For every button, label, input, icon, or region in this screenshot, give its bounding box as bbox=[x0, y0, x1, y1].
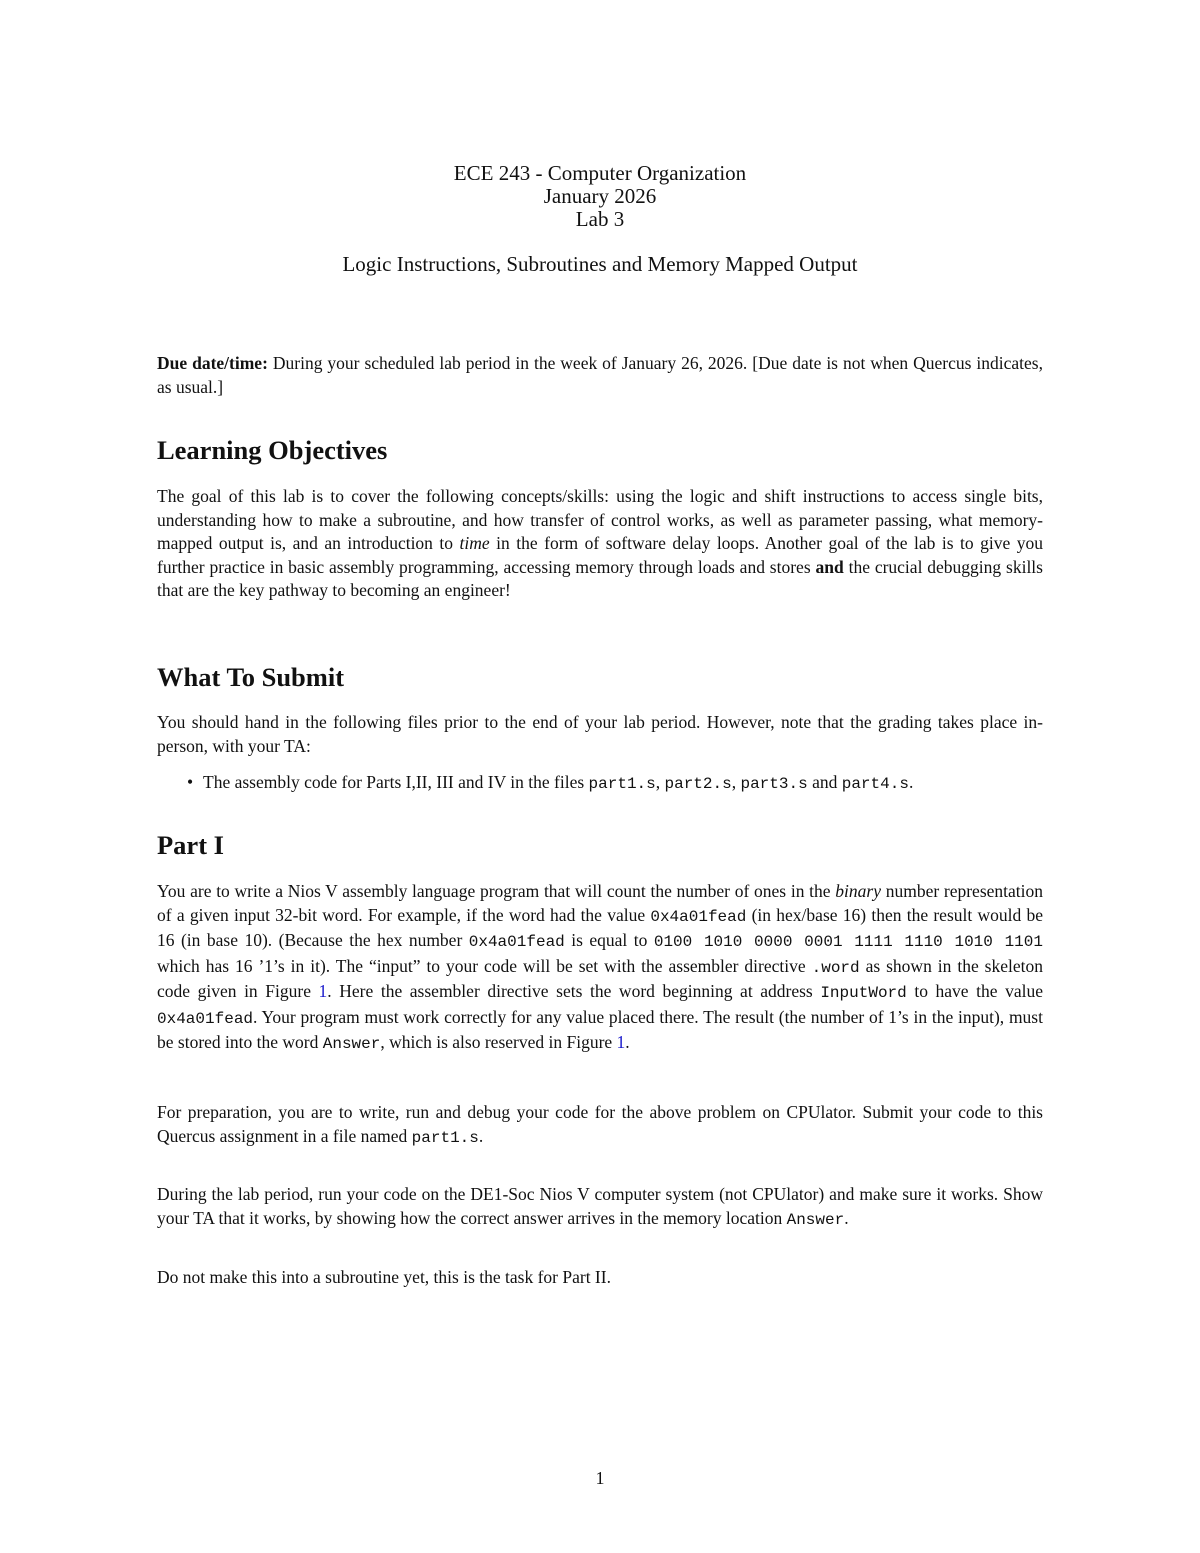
learning-objectives-paragraph bbox=[157, 485, 1043, 603]
learning-text-1: The goal of this lab is to cover the following concepts/skills: using the logic and shift instructions to access single bits, understanding how to make a subroutine, and how transfer of control works, as well as parameter passing, what memory-mapped output is, and an introduction to bbox=[157, 486, 1043, 553]
learning-objectives-heading: Learning Objectives bbox=[157, 435, 388, 465]
page-number: 1 bbox=[595, 1468, 605, 1488]
part1-paragraph-2 bbox=[157, 1101, 1043, 1150]
binary-value: 0100 1010 0000 0001 1111 1110 1010 1101 bbox=[653, 933, 1043, 951]
bullet-text: The assembly code for Parts I,II, III and IV in the files bbox=[203, 772, 589, 792]
period: . bbox=[844, 1207, 849, 1228]
answer-label: Answer bbox=[786, 1210, 845, 1229]
lab-number: Lab 3 bbox=[575, 207, 625, 231]
part1-text: as shown in the skeleton code given in Figure bbox=[157, 955, 1043, 1001]
binary-word: binary bbox=[835, 881, 881, 901]
inputword-label: InputWord bbox=[820, 984, 907, 1002]
part1-text: number representation of a given input 32-bit word. For example, if the word had the value bbox=[157, 881, 1044, 925]
part1-text: to have the value bbox=[906, 981, 1043, 1001]
part1-text: . Here the assembler directive sets the word beginning at address bbox=[327, 981, 821, 1001]
part1-text: (in hex/base 16) then the result would be 16 (in base 10). (Because the hex number bbox=[157, 904, 1043, 950]
hex-value: 0x4a01fead bbox=[650, 907, 747, 926]
due-date-label: Due date/time: bbox=[157, 353, 268, 373]
term-date: January 2026 bbox=[543, 184, 657, 208]
part1-paragraph-1 bbox=[157, 880, 1043, 1057]
file-part4: part4.s bbox=[841, 775, 909, 793]
answer-label: Answer bbox=[322, 1035, 381, 1053]
learning-text-2: in the form of software delay loops. Another goal of the lab is to give you further practice in basic assembly programming, accessing memory through loads and stores bbox=[157, 533, 1044, 577]
file-part1: part1.s bbox=[588, 775, 656, 793]
part1-text: . Your program must work correctly for any value placed there. The result (the number of 1’s in the input), must be stored into the word bbox=[157, 1006, 1043, 1052]
separator: , bbox=[731, 772, 741, 792]
figure-1-link[interactable]: 1 bbox=[616, 1032, 626, 1052]
part1-text: is equal to bbox=[564, 930, 654, 950]
part1-text: For preparation, you are to write, run and debug your code for the above problem on CPUlator. Submit your code to this Quercus assignment in a file named bbox=[157, 1102, 1043, 1146]
hex-value: 0x4a01fead bbox=[157, 1009, 254, 1028]
part1-text: which has 16 ’1’s in it). The “input” to your code will be set with the assembler directive bbox=[157, 955, 812, 976]
bullet-dot: • bbox=[187, 772, 194, 792]
part1-text: . bbox=[625, 1032, 630, 1052]
part1-heading: Part I bbox=[157, 830, 224, 860]
part1-text: During the lab period, run your code on the DE1-Soc Nios V computer system (not CPUlator) and make sure it works. Show your TA that it works, by showing how the correct answer arrives in the memory location bbox=[157, 1184, 1043, 1228]
period: . bbox=[908, 772, 914, 792]
separator: , bbox=[655, 772, 665, 792]
part1-text: Do not make this into a subroutine yet, this is the task for Part II. bbox=[157, 1267, 611, 1287]
document-header bbox=[0, 162, 1200, 276]
word-directive: .word bbox=[811, 958, 860, 977]
part1-paragraph-3 bbox=[157, 1183, 1043, 1232]
file-part2: part2.s bbox=[664, 775, 732, 793]
hex-value: 0x4a01fead bbox=[468, 933, 565, 951]
part1-text: You are to write a Nios V assembly language program that will count the number of ones in the bbox=[157, 881, 836, 901]
file-part1: part1.s bbox=[411, 1128, 479, 1147]
learning-text-3: the crucial debugging skills that are the key pathway to becoming an engineer! bbox=[157, 556, 1043, 600]
course-title: ECE 243 - Computer Organization bbox=[453, 161, 747, 185]
due-date-paragraph bbox=[157, 352, 1043, 399]
and-text: and bbox=[807, 772, 842, 792]
learning-and-word: and bbox=[815, 556, 844, 577]
what-to-submit-heading: What To Submit bbox=[157, 662, 345, 692]
part1-paragraph-4 bbox=[157, 1266, 1043, 1290]
lab-subtitle: Logic Instructions, Subroutines and Memory Mapped Output bbox=[342, 252, 858, 276]
part1-text: , which is also reserved in Figure bbox=[380, 1032, 617, 1052]
due-date-text: During your scheduled lab period in the week of January 26, 2026. [Due date is not when Quercus indicates, as usual.] bbox=[157, 353, 1043, 397]
figure-1-link[interactable]: 1 bbox=[318, 981, 328, 1001]
submit-bullet-item bbox=[187, 771, 913, 797]
submit-text: You should hand in the following files prior to the end of your lab period. However, note that the grading takes place in-person, with your TA: bbox=[157, 712, 1043, 756]
learning-time-word: time bbox=[459, 533, 490, 553]
submit-paragraph bbox=[157, 711, 1043, 758]
period: . bbox=[478, 1125, 484, 1146]
file-part3: part3.s bbox=[740, 775, 808, 793]
